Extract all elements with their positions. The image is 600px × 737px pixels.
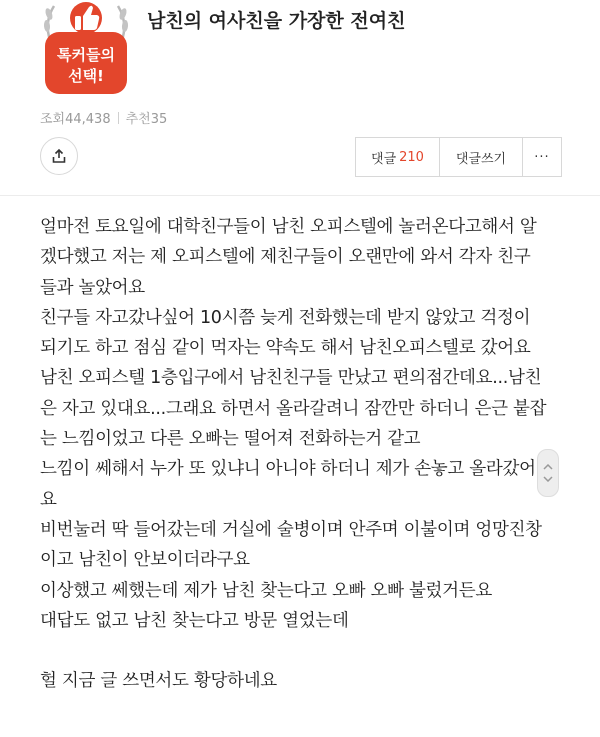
scroll-handle[interactable] [537,449,559,497]
body-line: 들과 놀았어요 [40,277,145,298]
badge-line-2: 선택! [68,67,104,85]
comment-toolbar [355,137,562,177]
write-comment-button[interactable]: 댓글쓰기 [440,138,523,176]
body-line: 이고 남친이 안보이더라구요 [40,550,250,571]
body-line: 헐 지금 글 쓰면서도 황당하네요 [40,671,277,692]
body-line: 얼마전 토요일에 대학친구들이 남친 오피스텔에 놀러온다고해서 알 [40,217,537,237]
body-line: 되기도 하고 점심 같이 먹자는 약속도 해서 남친오피스텔로 갔어요 [40,338,531,359]
body-line: 는 느낌이었고 다른 오빠는 떨어져 전화하는거 같고 [40,429,421,450]
comment-count: 210 [399,149,424,165]
comments-button[interactable] [356,138,440,176]
post-stats [40,108,167,127]
body-line: 은 자고 있대요...그래요 하면서 올라갈려니 잠깐만 하더니 은근 붙잡 [40,398,547,419]
body-line: 친구들 자고갔나싶어 10시쯤 늦게 전화했는데 받지 않았고 걱정이 [40,307,531,328]
share-button[interactable] [40,137,78,175]
body-line: 대답도 없고 남친 찾는다고 방문 열었는데 [40,610,349,631]
badge-line-1: 톡커들의 [57,46,115,64]
recommend-count: 추천35 [125,112,168,127]
post-body [40,212,560,697]
stats-divider [118,112,119,124]
body-line: 남친 오피스텔 1층입구에서 남친친구들 만났고 편의점간데요...남친 [40,368,542,389]
body-line: 비번눌러 딱 들어갔는데 거실에 술병이며 안주며 이불이며 엉망진창 [40,519,542,540]
best-pick-badge [40,0,132,96]
comments-label: 댓글 [371,151,397,167]
header-divider [0,195,600,196]
view-count: 조회44,438 [40,112,111,127]
more-options-button[interactable]: ··· [534,149,550,165]
share-icon [51,148,67,164]
chevron-up-icon [543,464,553,470]
body-line: 겠다했고 저는 제 오피스텔에 제친구들이 오랜만에 와서 각자 친구 [40,247,531,268]
body-line: 이상했고 쎄했는데 제가 남친 찾는다고 오빠 오빠 불렀거든요 [40,580,492,601]
chevron-down-icon [543,476,553,482]
body-line [40,636,560,666]
body-line: 요 [40,489,57,510]
post-title: 남친의 여사친을 가장한 전여친 [147,10,406,32]
body-line: 느낌이 쎄해서 누가 또 있냐니 아니야 하더니 제가 손놓고 올라갔어 [40,459,536,480]
thumbs-up-icon [70,2,102,34]
